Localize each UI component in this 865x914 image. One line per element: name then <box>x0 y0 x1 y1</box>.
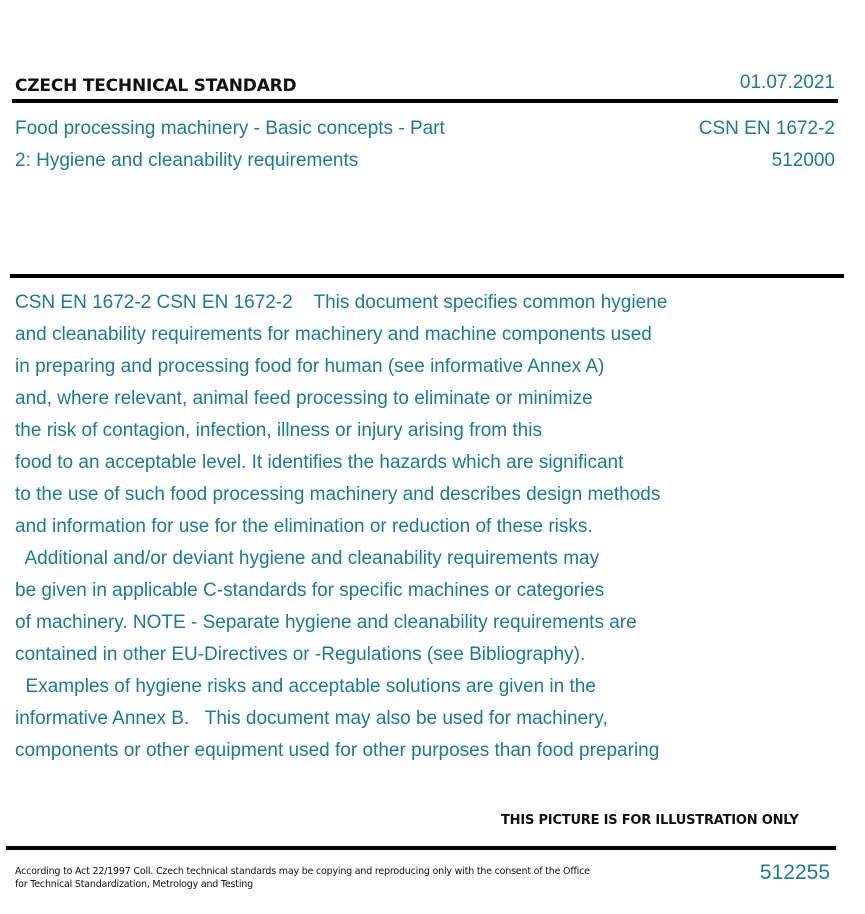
abstract-line: Examples of hygiene risks and acceptable solutions are given in the <box>15 676 596 697</box>
abstract-line: and information for use for the elimination or reduction of these risks. <box>15 516 593 537</box>
standard-code: CSN EN 1672-2 <box>698 118 835 139</box>
legal-notice-line-2: for Technical Standardization, Metrology and Testing <box>15 879 253 890</box>
footer-code: 512255 <box>759 861 830 884</box>
abstract-line: the risk of contagion, infection, illness or injury arising from this <box>15 420 542 441</box>
abstract-line: and, where relevant, animal feed processing to eliminate or minimize <box>15 388 593 409</box>
standard-type-label: CZECH TECHNICAL STANDARD <box>15 76 297 96</box>
abstract-line: be given in applicable C-standards for specific machines or categories <box>15 580 605 601</box>
abstract-line: in preparing and processing food for human (see informative Annex A) <box>15 356 605 377</box>
illustration-disclaimer: THIS PICTURE IS FOR ILLUSTRATION ONLY <box>501 813 799 828</box>
legal-notice <box>15 865 590 891</box>
title-line-1: Food processing machinery - Basic concepts - Part <box>15 118 445 139</box>
abstract-line: CSN EN 1672-2 CSN EN 1672-2 This document specifies common hygiene <box>15 292 668 313</box>
publication-date: 01.07.2021 <box>739 72 835 93</box>
abstract-line: informative Annex B. This document may also be used for machinery, <box>15 708 608 729</box>
abstract-line: components or other equipment used for other purposes than food preparing <box>15 740 660 761</box>
title-divider <box>10 274 844 278</box>
footer-divider <box>6 846 836 850</box>
abstract-line: and cleanability requirements for machinery and machine components used <box>15 324 652 345</box>
abstract-line: Additional and/or deviant hygiene and cleanability requirements may <box>15 548 600 569</box>
classification-number: 512000 <box>771 150 835 171</box>
header-divider <box>12 99 838 103</box>
title-line-2: 2: Hygiene and cleanability requirements <box>15 150 359 171</box>
legal-notice-line-1: According to Act 22/1997 Coll. Czech technical standards may be copying and reproducing only with the consent of the Office <box>15 866 590 877</box>
abstract-line: contained in other EU-Directives or -Regulations (see Bibliography). <box>15 644 586 665</box>
abstract-line: food to an acceptable level. It identifies the hazards which are significant <box>15 452 624 473</box>
abstract-line: of machinery. NOTE - Separate hygiene and cleanability requirements are <box>15 612 637 633</box>
abstract-line: to the use of such food processing machinery and describes design methods <box>15 484 661 505</box>
